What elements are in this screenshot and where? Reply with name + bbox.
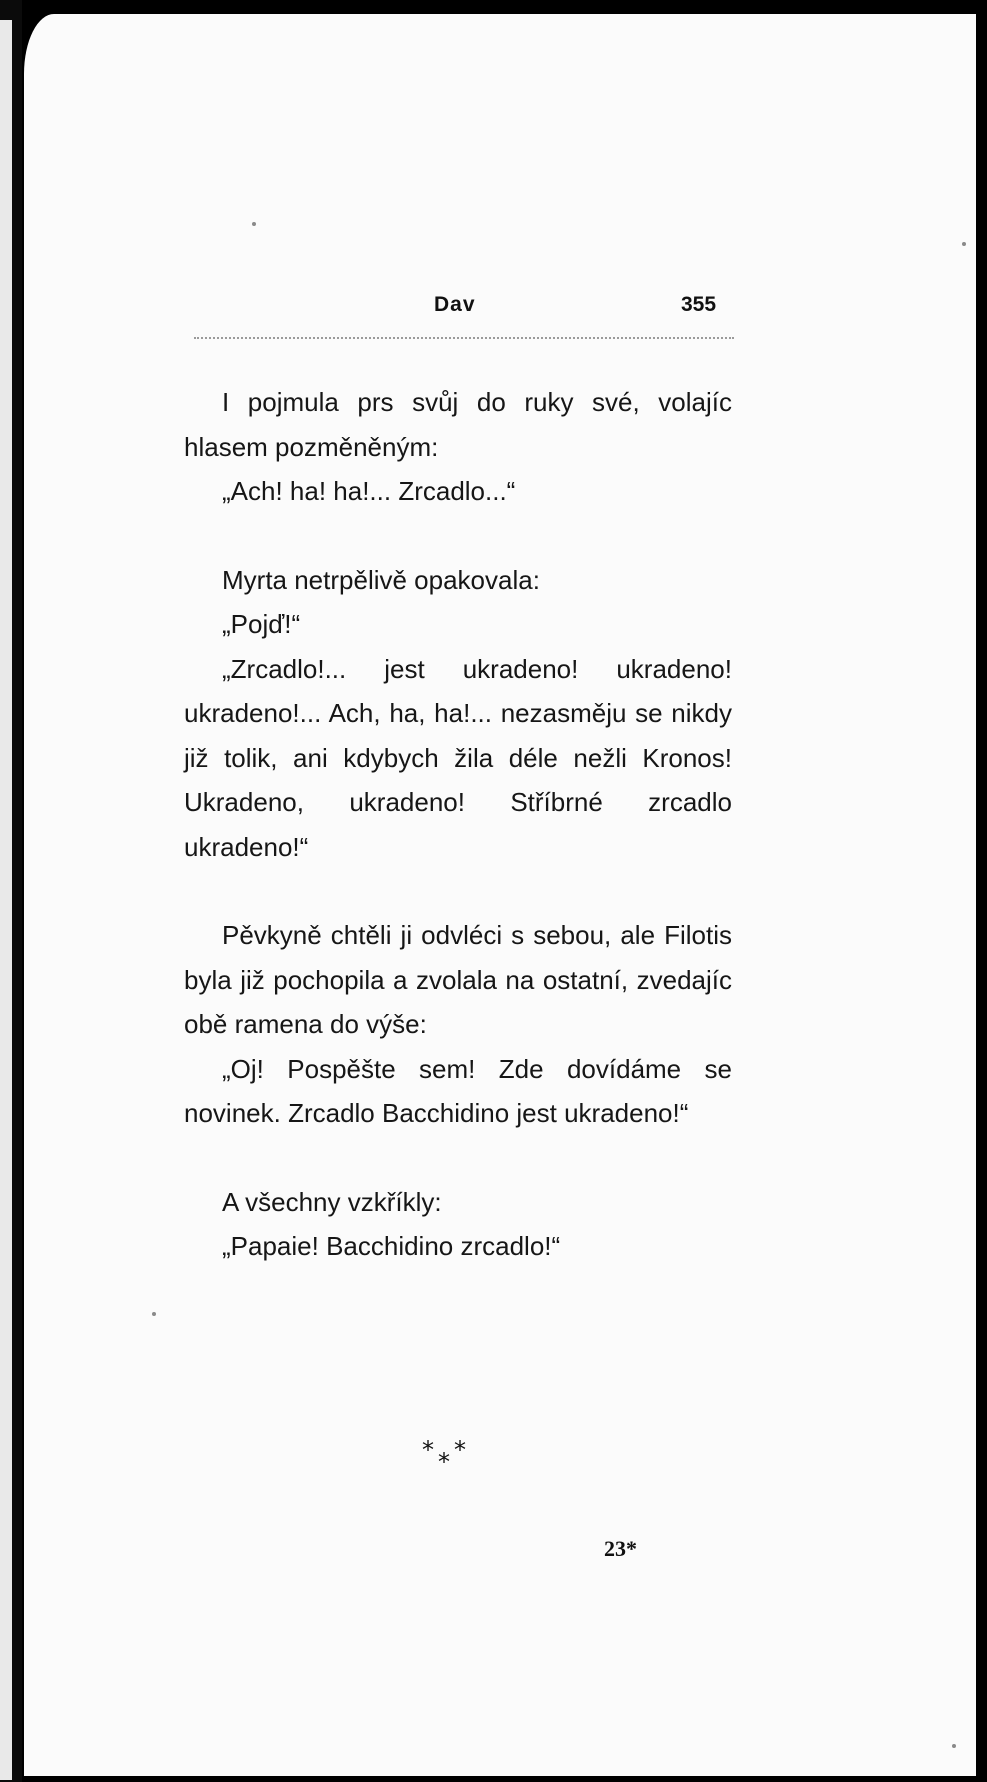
paragraph: „Papaie! Bacchidino zrcadlo!“ — [222, 1231, 561, 1261]
paragraph: Myrta netrpělivě opakovala: — [222, 564, 540, 595]
paper-speck — [152, 1312, 156, 1316]
facing-page-edge — [0, 20, 12, 1780]
paragraph: Pěvkyně chtěli ji odvléci s sebou, ale Filotis byla již pochopila a zvolala na ostatní, zvedajíc obě ramena do výše: — [184, 920, 732, 1039]
paragraph: A všechny vzkříkly: — [222, 1186, 442, 1217]
printer-signature-mark: 23* — [604, 1536, 637, 1561]
asterisk: * — [422, 1436, 434, 1464]
paragraph: I pojmula prs svůj do ruky své, volajíc hlasem pozměněným: — [184, 387, 732, 462]
paragraph: „Zrcadlo!... jest ukradeno! ukradeno! ukradeno!... Ach, ha, ha!... nezasměju se nikdy již tolik, ani kdybych žila déle nežli Kronos! Ukradeno, ukradeno! Stříbrné zrcadlo ukradeno!“ — [184, 653, 732, 862]
running-head-title: Dav — [434, 293, 476, 316]
paper-speck — [962, 242, 966, 246]
asterisk: * — [438, 1448, 450, 1476]
paper-speck — [952, 1744, 956, 1748]
paragraph: „Pojď!“ — [222, 609, 301, 639]
paragraph: „Oj! Pospěšte sem! Zde dovídáme se novinek. Zrcadlo Bacchidino jest ukradeno!“ — [184, 1053, 732, 1128]
page-number: 355 — [681, 293, 717, 316]
paper-speck — [252, 222, 256, 226]
paragraph: „Ach! ha! ha!... Zrcadlo...“ — [222, 476, 516, 506]
asterisk: * — [454, 1436, 466, 1464]
book-page — [24, 14, 976, 1776]
asterism-divider — [422, 1436, 466, 1476]
body-text — [184, 380, 732, 1269]
header-rule — [194, 337, 734, 339]
